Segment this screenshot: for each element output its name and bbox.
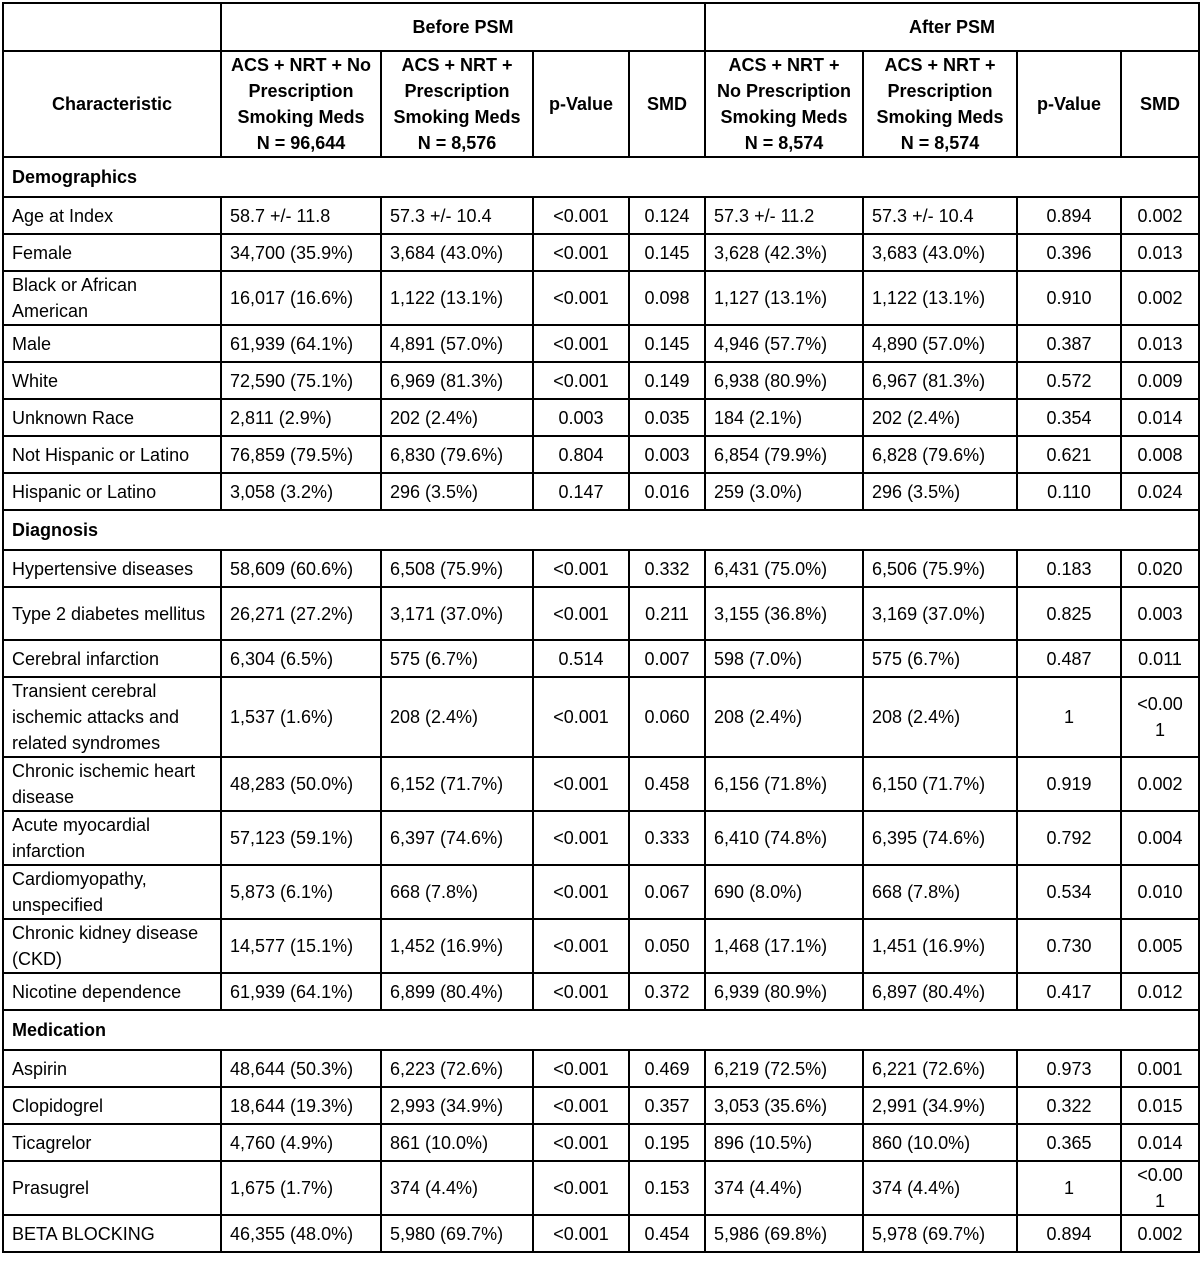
- column-header-row: [3, 51, 1199, 157]
- after-smd-cell: 0.010: [1121, 865, 1199, 919]
- before-smd-cell: 0.145: [629, 234, 705, 271]
- after-p-value-cell: 0.417: [1017, 973, 1121, 1010]
- table-row: [3, 865, 1199, 919]
- after-p-value-cell: 0.730: [1017, 919, 1121, 973]
- characteristic-cell: Type 2 diabetes mellitus: [3, 587, 221, 640]
- characteristic-cell: Chronic kidney disease (CKD): [3, 919, 221, 973]
- after-p-value-cell: 0.365: [1017, 1124, 1121, 1161]
- corner-cell: [3, 3, 221, 51]
- before-p-value-cell: <0.001: [533, 973, 629, 1010]
- after-smd-cell: 0.004: [1121, 811, 1199, 865]
- after-rx-cell: 860 (10.0%): [863, 1124, 1017, 1161]
- before-p-value-cell: <0.001: [533, 677, 629, 757]
- before-p-value-cell: 0.147: [533, 473, 629, 510]
- after-p-value-cell: 0.792: [1017, 811, 1121, 865]
- before-smd-cell: 0.149: [629, 362, 705, 399]
- before-rx-cell: 1,122 (13.1%): [381, 271, 533, 325]
- after-no-rx-cell: 3,628 (42.3%): [705, 234, 863, 271]
- table-row: [3, 436, 1199, 473]
- before-no-rx-cell: 58,609 (60.6%): [221, 550, 381, 587]
- before-p-value-cell: 0.514: [533, 640, 629, 677]
- before-p-value-cell: <0.001: [533, 550, 629, 587]
- characteristic-cell: Chronic ischemic heart disease: [3, 757, 221, 811]
- characteristic-cell: Prasugrel: [3, 1161, 221, 1215]
- before-rx-cell: 4,891 (57.0%): [381, 325, 533, 362]
- after-p-value-cell: 0.825: [1017, 587, 1121, 640]
- after-p-value-cell: 0.183: [1017, 550, 1121, 587]
- after-p-value-cell: 0.894: [1017, 1215, 1121, 1252]
- before-rx-cell: 2,993 (34.9%): [381, 1087, 533, 1124]
- after-rx-cell: 4,890 (57.0%): [863, 325, 1017, 362]
- after-rx-cell: 6,221 (72.6%): [863, 1050, 1017, 1087]
- characteristic-cell: Nicotine dependence: [3, 973, 221, 1010]
- after-no-rx-cell: 374 (4.4%): [705, 1161, 863, 1215]
- after-rx-cell: 575 (6.7%): [863, 640, 1017, 677]
- before-rx-cell: 57.3 +/- 10.4: [381, 197, 533, 234]
- before-smd-cell: 0.007: [629, 640, 705, 677]
- table-row: [3, 1050, 1199, 1087]
- before-smd-cell: 0.153: [629, 1161, 705, 1215]
- after-no-rx-cell: 6,156 (71.8%): [705, 757, 863, 811]
- after-p-value-cell: 0.110: [1017, 473, 1121, 510]
- before-smd-cell: 0.098: [629, 271, 705, 325]
- characteristic-cell: Cardiomyopathy, unspecified: [3, 865, 221, 919]
- after-smd-header: SMD: [1121, 51, 1199, 157]
- before-p-value-cell: <0.001: [533, 919, 629, 973]
- after-p-value-cell: 0.919: [1017, 757, 1121, 811]
- after-p-value-cell: 0.354: [1017, 399, 1121, 436]
- before-smd-cell: 0.372: [629, 973, 705, 1010]
- before-no-rx-cell: 57,123 (59.1%): [221, 811, 381, 865]
- before-smd-cell: 0.003: [629, 436, 705, 473]
- before-rx-cell: 1,452 (16.9%): [381, 919, 533, 973]
- after-no-rx-cell: 259 (3.0%): [705, 473, 863, 510]
- before-no-rx-header: ACS + NRT + No Prescription Smoking Meds N = 96,644: [221, 51, 381, 157]
- before-no-rx-cell: 1,537 (1.6%): [221, 677, 381, 757]
- table-row: [3, 587, 1199, 640]
- after-no-rx-cell: 1,127 (13.1%): [705, 271, 863, 325]
- before-smd-cell: 0.145: [629, 325, 705, 362]
- section-title: Diagnosis: [3, 510, 1199, 550]
- before-p-value-cell: <0.001: [533, 1087, 629, 1124]
- after-p-value-cell: 0.910: [1017, 271, 1121, 325]
- after-no-rx-cell: 57.3 +/- 11.2: [705, 197, 863, 234]
- characteristic-header: Characteristic: [3, 51, 221, 157]
- after-rx-cell: 3,683 (43.0%): [863, 234, 1017, 271]
- after-smd-cell: 0.008: [1121, 436, 1199, 473]
- characteristic-cell: Clopidogrel: [3, 1087, 221, 1124]
- after-p-value-cell: 1: [1017, 1161, 1121, 1215]
- before-p-value-cell: <0.001: [533, 865, 629, 919]
- before-rx-cell: 6,899 (80.4%): [381, 973, 533, 1010]
- after-rx-cell: 6,395 (74.6%): [863, 811, 1017, 865]
- after-p-value-cell: 0.621: [1017, 436, 1121, 473]
- before-rx-cell: 861 (10.0%): [381, 1124, 533, 1161]
- section-row: [3, 1010, 1199, 1050]
- table-row: [3, 757, 1199, 811]
- characteristic-cell: Transient cerebral ischemic attacks and related syndromes: [3, 677, 221, 757]
- after-smd-cell: 0.009: [1121, 362, 1199, 399]
- before-rx-cell: 6,397 (74.6%): [381, 811, 533, 865]
- after-no-rx-cell: 690 (8.0%): [705, 865, 863, 919]
- after-no-rx-cell: 6,854 (79.9%): [705, 436, 863, 473]
- after-no-rx-cell: 3,053 (35.6%): [705, 1087, 863, 1124]
- before-p-value-cell: <0.001: [533, 1050, 629, 1087]
- after-smd-cell: 0.002: [1121, 1215, 1199, 1252]
- section-title: Demographics: [3, 157, 1199, 197]
- after-smd-cell: 0.014: [1121, 1124, 1199, 1161]
- before-no-rx-cell: 14,577 (15.1%): [221, 919, 381, 973]
- before-rx-cell: 202 (2.4%): [381, 399, 533, 436]
- before-no-rx-cell: 18,644 (19.3%): [221, 1087, 381, 1124]
- before-smd-cell: 0.124: [629, 197, 705, 234]
- after-rx-cell: 202 (2.4%): [863, 399, 1017, 436]
- before-no-rx-cell: 6,304 (6.5%): [221, 640, 381, 677]
- before-no-rx-cell: 58.7 +/- 11.8: [221, 197, 381, 234]
- after-rx-cell: 3,169 (37.0%): [863, 587, 1017, 640]
- before-smd-cell: 0.050: [629, 919, 705, 973]
- after-p-value-cell: 0.396: [1017, 234, 1121, 271]
- before-smd-header: SMD: [629, 51, 705, 157]
- after-rx-cell: 374 (4.4%): [863, 1161, 1017, 1215]
- before-p-value-cell: <0.001: [533, 811, 629, 865]
- before-no-rx-cell: 46,355 (48.0%): [221, 1215, 381, 1252]
- before-smd-cell: 0.357: [629, 1087, 705, 1124]
- table-row: [3, 1124, 1199, 1161]
- after-rx-cell: 6,828 (79.6%): [863, 436, 1017, 473]
- after-rx-cell: 6,967 (81.3%): [863, 362, 1017, 399]
- characteristic-cell: Cerebral infarction: [3, 640, 221, 677]
- after-no-rx-cell: 6,410 (74.8%): [705, 811, 863, 865]
- before-smd-cell: 0.469: [629, 1050, 705, 1087]
- before-smd-cell: 0.016: [629, 473, 705, 510]
- table-row: [3, 234, 1199, 271]
- before-rx-cell: 575 (6.7%): [381, 640, 533, 677]
- before-p-value-cell: 0.003: [533, 399, 629, 436]
- before-no-rx-cell: 76,859 (79.5%): [221, 436, 381, 473]
- characteristic-cell: White: [3, 362, 221, 399]
- before-rx-cell: 6,152 (71.7%): [381, 757, 533, 811]
- table-row: [3, 640, 1199, 677]
- after-psm-header: After PSM: [705, 3, 1199, 51]
- characteristic-cell: Not Hispanic or Latino: [3, 436, 221, 473]
- after-no-rx-cell: 6,938 (80.9%): [705, 362, 863, 399]
- before-p-value-cell: <0.001: [533, 234, 629, 271]
- before-smd-cell: 0.035: [629, 399, 705, 436]
- before-p-value-cell: <0.001: [533, 271, 629, 325]
- before-psm-header: Before PSM: [221, 3, 705, 51]
- after-rx-cell: 6,897 (80.4%): [863, 973, 1017, 1010]
- after-smd-cell: 0.020: [1121, 550, 1199, 587]
- before-p-value-cell: <0.001: [533, 1124, 629, 1161]
- after-smd-cell: 0.002: [1121, 271, 1199, 325]
- before-p-value-cell: <0.001: [533, 587, 629, 640]
- after-smd-cell: 0.012: [1121, 973, 1199, 1010]
- table-row: [3, 919, 1199, 973]
- before-smd-cell: 0.060: [629, 677, 705, 757]
- after-p-value-cell: 0.387: [1017, 325, 1121, 362]
- after-rx-cell: 5,978 (69.7%): [863, 1215, 1017, 1252]
- characteristic-cell: Hispanic or Latino: [3, 473, 221, 510]
- characteristic-cell: Unknown Race: [3, 399, 221, 436]
- after-no-rx-cell: 4,946 (57.7%): [705, 325, 863, 362]
- characteristic-cell: Hypertensive diseases: [3, 550, 221, 587]
- before-p-value-cell: <0.001: [533, 1161, 629, 1215]
- before-no-rx-cell: 4,760 (4.9%): [221, 1124, 381, 1161]
- before-no-rx-cell: 72,590 (75.1%): [221, 362, 381, 399]
- before-no-rx-cell: 1,675 (1.7%): [221, 1161, 381, 1215]
- before-rx-cell: 296 (3.5%): [381, 473, 533, 510]
- table-row: [3, 550, 1199, 587]
- after-rx-header: ACS + NRT + Prescription Smoking Meds N = 8,574: [863, 51, 1017, 157]
- after-no-rx-cell: 1,468 (17.1%): [705, 919, 863, 973]
- characteristic-cell: BETA BLOCKING: [3, 1215, 221, 1252]
- after-rx-cell: 57.3 +/- 10.4: [863, 197, 1017, 234]
- after-rx-cell: 1,122 (13.1%): [863, 271, 1017, 325]
- after-smd-cell: 0.001: [1121, 1050, 1199, 1087]
- table-row: [3, 271, 1199, 325]
- before-smd-cell: 0.211: [629, 587, 705, 640]
- after-no-rx-cell: 6,219 (72.5%): [705, 1050, 863, 1087]
- before-p-value-cell: <0.001: [533, 757, 629, 811]
- before-smd-cell: 0.067: [629, 865, 705, 919]
- after-no-rx-cell: 6,431 (75.0%): [705, 550, 863, 587]
- table-row: [3, 811, 1199, 865]
- before-rx-cell: 5,980 (69.7%): [381, 1215, 533, 1252]
- before-rx-cell: 3,684 (43.0%): [381, 234, 533, 271]
- after-smd-cell: 0.013: [1121, 325, 1199, 362]
- before-p-value-cell: 0.804: [533, 436, 629, 473]
- characteristic-cell: Male: [3, 325, 221, 362]
- after-no-rx-header: ACS + NRT + No Prescription Smoking Meds N = 8,574: [705, 51, 863, 157]
- before-p-value-cell: <0.001: [533, 362, 629, 399]
- after-rx-cell: 668 (7.8%): [863, 865, 1017, 919]
- section-title: Medication: [3, 1010, 1199, 1050]
- before-no-rx-cell: 48,283 (50.0%): [221, 757, 381, 811]
- after-smd-cell: 0.015: [1121, 1087, 1199, 1124]
- characteristics-table: [2, 2, 1200, 1253]
- before-rx-cell: 6,508 (75.9%): [381, 550, 533, 587]
- before-rx-cell: 6,830 (79.6%): [381, 436, 533, 473]
- table-row: [3, 362, 1199, 399]
- before-rx-cell: 208 (2.4%): [381, 677, 533, 757]
- before-no-rx-cell: 26,271 (27.2%): [221, 587, 381, 640]
- characteristic-cell: Age at Index: [3, 197, 221, 234]
- table-row: [3, 973, 1199, 1010]
- table-row: [3, 1087, 1199, 1124]
- after-smd-cell: 0.005: [1121, 919, 1199, 973]
- after-p-value-cell: 0.973: [1017, 1050, 1121, 1087]
- after-rx-cell: 296 (3.5%): [863, 473, 1017, 510]
- before-smd-cell: 0.458: [629, 757, 705, 811]
- after-no-rx-cell: 3,155 (36.8%): [705, 587, 863, 640]
- section-row: [3, 510, 1199, 550]
- table-body: [3, 157, 1199, 1252]
- after-p-value-cell: 0.572: [1017, 362, 1121, 399]
- after-rx-cell: 6,506 (75.9%): [863, 550, 1017, 587]
- before-smd-cell: 0.454: [629, 1215, 705, 1252]
- after-smd-cell: 0.002: [1121, 757, 1199, 811]
- before-rx-cell: 6,969 (81.3%): [381, 362, 533, 399]
- after-rx-cell: 2,991 (34.9%): [863, 1087, 1017, 1124]
- after-no-rx-cell: 896 (10.5%): [705, 1124, 863, 1161]
- after-p-value-cell: 1: [1017, 677, 1121, 757]
- after-no-rx-cell: 208 (2.4%): [705, 677, 863, 757]
- characteristic-cell: Acute myocardial infarction: [3, 811, 221, 865]
- before-p-value-cell: <0.001: [533, 325, 629, 362]
- table-row: [3, 325, 1199, 362]
- after-smd-cell: 0.002: [1121, 197, 1199, 234]
- before-no-rx-cell: 5,873 (6.1%): [221, 865, 381, 919]
- before-rx-cell: 374 (4.4%): [381, 1161, 533, 1215]
- after-no-rx-cell: 6,939 (80.9%): [705, 973, 863, 1010]
- characteristic-cell: Black or African American: [3, 271, 221, 325]
- table-row: [3, 473, 1199, 510]
- after-smd-cell: 0.024: [1121, 473, 1199, 510]
- before-no-rx-cell: 48,644 (50.3%): [221, 1050, 381, 1087]
- before-rx-cell: 6,223 (72.6%): [381, 1050, 533, 1087]
- before-rx-header: ACS + NRT + Prescription Smoking Meds N = 8,576: [381, 51, 533, 157]
- characteristic-cell: Ticagrelor: [3, 1124, 221, 1161]
- after-no-rx-cell: 184 (2.1%): [705, 399, 863, 436]
- after-p-value-cell: 0.322: [1017, 1087, 1121, 1124]
- after-rx-cell: 6,150 (71.7%): [863, 757, 1017, 811]
- after-rx-cell: 208 (2.4%): [863, 677, 1017, 757]
- table-row: [3, 677, 1199, 757]
- after-smd-cell: 0.013: [1121, 234, 1199, 271]
- group-header-row: [3, 3, 1199, 51]
- after-p-value-cell: 0.894: [1017, 197, 1121, 234]
- before-smd-cell: 0.332: [629, 550, 705, 587]
- after-smd-cell: 0.011: [1121, 640, 1199, 677]
- after-smd-cell: 0.014: [1121, 399, 1199, 436]
- before-no-rx-cell: 2,811 (2.9%): [221, 399, 381, 436]
- after-p-value-header: p-Value: [1017, 51, 1121, 157]
- after-smd-cell: <0.00 1: [1121, 1161, 1199, 1215]
- section-row: [3, 157, 1199, 197]
- characteristic-cell: Aspirin: [3, 1050, 221, 1087]
- before-no-rx-cell: 61,939 (64.1%): [221, 325, 381, 362]
- before-rx-cell: 668 (7.8%): [381, 865, 533, 919]
- after-smd-cell: 0.003: [1121, 587, 1199, 640]
- before-no-rx-cell: 3,058 (3.2%): [221, 473, 381, 510]
- table-row: [3, 1215, 1199, 1252]
- after-rx-cell: 1,451 (16.9%): [863, 919, 1017, 973]
- after-no-rx-cell: 598 (7.0%): [705, 640, 863, 677]
- before-smd-cell: 0.195: [629, 1124, 705, 1161]
- after-no-rx-cell: 5,986 (69.8%): [705, 1215, 863, 1252]
- before-smd-cell: 0.333: [629, 811, 705, 865]
- after-smd-cell: <0.00 1: [1121, 677, 1199, 757]
- before-no-rx-cell: 16,017 (16.6%): [221, 271, 381, 325]
- before-rx-cell: 3,171 (37.0%): [381, 587, 533, 640]
- after-p-value-cell: 0.487: [1017, 640, 1121, 677]
- after-p-value-cell: 0.534: [1017, 865, 1121, 919]
- characteristic-cell: Female: [3, 234, 221, 271]
- table-row: [3, 399, 1199, 436]
- before-no-rx-cell: 61,939 (64.1%): [221, 973, 381, 1010]
- before-p-value-cell: <0.001: [533, 197, 629, 234]
- before-no-rx-cell: 34,700 (35.9%): [221, 234, 381, 271]
- before-p-value-cell: <0.001: [533, 1215, 629, 1252]
- table-row: [3, 1161, 1199, 1215]
- before-p-value-header: p-Value: [533, 51, 629, 157]
- table-row: [3, 197, 1199, 234]
